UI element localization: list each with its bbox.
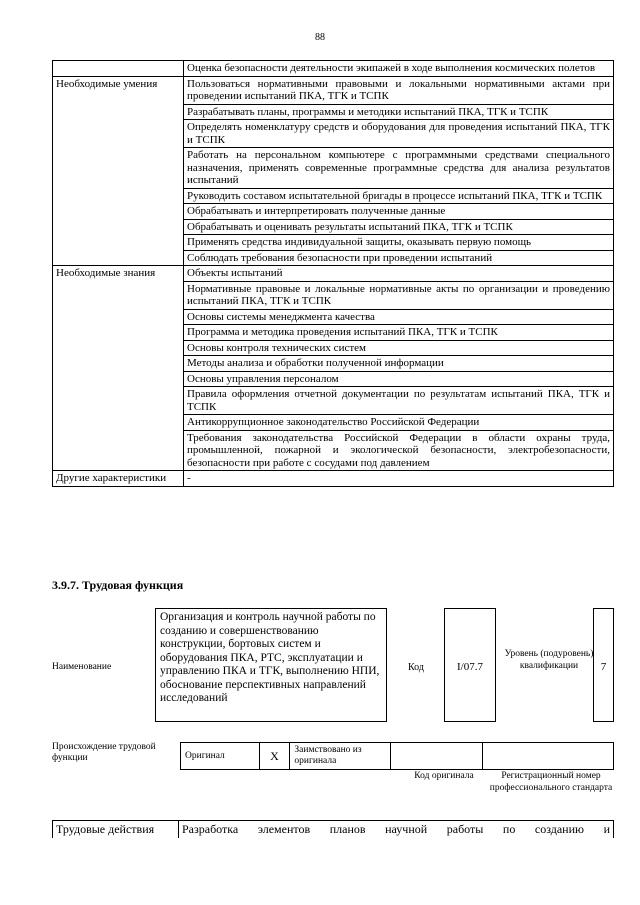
skills-item: Работать на персональном компьютере с программными средствами специального назначения, применять современные программные средства для анализа результатов испытаний: [184, 148, 614, 189]
skills-item: Применять средства индивидуальной защиты, оказывать первую помощь: [184, 235, 614, 251]
skills-item: Правила оформления отчетной документации по результатам испытаний ПКА, ТГК и ТСПК: [184, 387, 614, 415]
origin-reg-caption: Регистрационный номер профессионального стандарта: [489, 771, 613, 793]
actions-label: Трудовые действия: [53, 821, 179, 839]
origin-code-caption: Код оригинала: [414, 771, 474, 781]
skills-item: Соблюдать требования безопасности при проведении испытаний: [184, 250, 614, 266]
skills-category: Необходимые умения: [53, 76, 184, 266]
function-code-label: Код: [408, 662, 424, 673]
origin-table: [180, 742, 614, 770]
function-name: Организация и контроль научной работы по созданию и совершенствованию конструкции, бортовых систем и оборудования ПКА, РТС, эксплуатации и управлению ПКА и ТГК, выполнению НПИ, обоснование перспективных направлений исследований: [155, 608, 387, 722]
skills-item: Руководить составом испытательной бригады в процессе испытаний ПКА, ТГК и ТСПК: [184, 188, 614, 204]
actions-first-item: Разработка элементов планов научной работы по созданию и: [179, 821, 614, 839]
skills-item: Основы управления персоналом: [184, 371, 614, 387]
skills-table: [52, 60, 614, 487]
function-header: [52, 608, 614, 730]
skills-item: Определять номенклатуру средств и оборудования для проведения испытаний ПКА, ТГК и ТСПК: [184, 120, 614, 148]
skills-row: [53, 266, 614, 282]
skills-row: [53, 61, 614, 77]
skills-item: Основы контроля технических систем: [184, 340, 614, 356]
skills-item: Пользоваться нормативными правовыми и локальными нормативными актами при проведении испытаний ПКА, ТГК и ТСПК: [184, 76, 614, 104]
origin-row: [52, 742, 614, 770]
origin-original: Оригинал: [181, 743, 260, 770]
skills-item: Требования законодательства Российской Федерации в области охраны труда, промышленной, пожарной и экологической безопасности, электробезопасности, безопасности при работе с сосудами под давлением: [184, 430, 614, 471]
function-level: 7: [593, 608, 614, 722]
origin-reg-cell: [482, 743, 613, 770]
skills-category: Необходимые знания: [53, 266, 184, 471]
skills-row: [53, 76, 614, 104]
skills-item: Оценка безопасности деятельности экипажей в ходе выполнения космических полетов: [184, 61, 614, 77]
skills-category: Другие характеристики: [53, 471, 184, 487]
skills-item: Обрабатывать и оценивать результаты испытаний ПКА, ТГК и ТСПК: [184, 219, 614, 235]
skills-item: Программа и методика проведения испытаний ПКА, ТГК и ТСПК: [184, 325, 614, 341]
skills-row: [53, 471, 614, 487]
skills-item: Антикоррупционное законодательство Российской Федерации: [184, 415, 614, 431]
origin-code-cell: [390, 743, 482, 770]
skills-item: Разрабатывать планы, программы и методики испытаний ПКА, ТГК и ТСПК: [184, 104, 614, 120]
actions-table: [52, 820, 614, 838]
origin-mark: X: [259, 743, 290, 770]
skills-item: Объекты испытаний: [184, 266, 614, 282]
function-code: I/07.7: [444, 608, 496, 722]
function-level-label: Уровень (подуровень) квалификации: [504, 649, 594, 671]
skills-item: Методы анализа и обработки полученной информации: [184, 356, 614, 372]
skills-item: -: [184, 471, 614, 487]
skills-item: Обрабатывать и интерпретировать полученные данные: [184, 204, 614, 220]
origin-label: Происхождение трудовой функции: [52, 742, 156, 763]
section-title: 3.9.7. Трудовая функция: [52, 578, 184, 592]
skills-category: [53, 61, 184, 77]
skills-item: Основы системы менеджмента качества: [184, 309, 614, 325]
function-name-label: Наименование: [52, 662, 112, 672]
page-number: 88: [315, 32, 325, 43]
origin-borrowed: Заимствовано из оригинала: [290, 743, 390, 770]
skills-item: Нормативные правовые и локальные нормативные акты по организации и проведению испытаний ПКА, ТГК и ТСПК: [184, 281, 614, 309]
